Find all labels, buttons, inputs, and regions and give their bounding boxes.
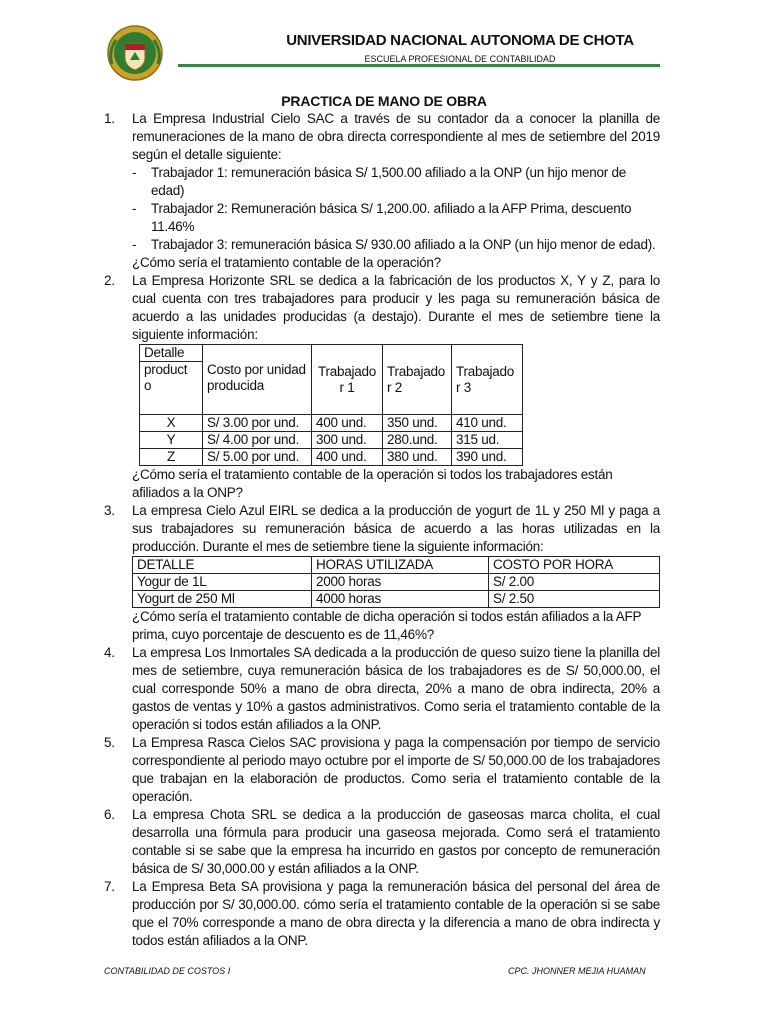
- table-cell: 4000 horas: [312, 591, 489, 608]
- exercise-text: La Empresa Beta SA provisiona y paga la remuneración básica del personal del área de producción por S/ 30,000.00. cómo sería el tratamiento contable de la operación si se sabe que el 70% corresponde a mano de obra directa y la diferencia a mano de obra indirecta y todos están afiliados a la ONP.: [132, 879, 660, 948]
- table-cell: X: [140, 415, 203, 432]
- table-row: [140, 415, 523, 432]
- table-row: [140, 432, 523, 449]
- table-cell: 390 und.: [452, 449, 523, 466]
- table-header-cell: HORAS UTILIZADA: [312, 557, 489, 574]
- table-row: [133, 574, 660, 591]
- table-cell: Y: [140, 432, 203, 449]
- table-row: [140, 449, 523, 466]
- exercise-text: La empresa Cielo Azul EIRL se dedica a la producción de yogurt de 1L y 250 Ml y paga a sus trabajadores su remuneración básica de acuerdo a las horas utilizadas en la producción. Durante el mes de setiembre tiene la siguiente información:: [132, 503, 660, 554]
- exercise-number: 7.: [104, 879, 115, 894]
- exercise-item: [104, 272, 660, 502]
- exercise-item: [104, 734, 660, 806]
- worker-line: - Trabajador 2: Remuneración básica S/ 1,200.00. afiliado a la AFP Prima, descuento 11.46%: [132, 200, 660, 236]
- table-cell: 400 und.: [312, 415, 383, 432]
- university-seal-logo: [106, 24, 164, 82]
- school-name: ESCUELA PROFESIONAL DE CONTABILIDAD: [364, 54, 556, 64]
- exercise-item: [104, 110, 660, 272]
- worker-line: - Trabajador 1: remuneración básica S/ 1,500.00 afiliado a la ONP (un hijo menor de edad): [132, 164, 660, 200]
- hours-table: [132, 556, 660, 608]
- exercise-text: La Empresa Horizonte SRL se dedica a la fabricación de los productos X, Y y Z, para lo cual cuenta con tres trabajadores para producir y les paga su remuneración básica de acuerdo a las unidades producidas (a destajo). Durante el mes de setiembre tiene la siguiente información:: [132, 273, 660, 342]
- exercise-item: [104, 502, 660, 644]
- table-cell: Z: [140, 449, 203, 466]
- table-cell: Yogurt de 250 Ml: [133, 591, 312, 608]
- exercise-question: ¿Cómo sería el tratamiento contable de la operación si todos los trabajadores están afiliados a la ONP?: [132, 467, 613, 500]
- table-cell: S/ 4.00 por und.: [203, 432, 312, 449]
- table-cell: 315 ud.: [452, 432, 523, 449]
- table-cell: Yogur de 1L: [133, 574, 312, 591]
- exercise-number: 1.: [104, 111, 115, 126]
- table-header-cell: Costo por unidad producida: [203, 362, 312, 415]
- university-name: UNIVERSIDAD NACIONAL AUTONOMA DE CHOTA: [286, 32, 634, 49]
- table-cell: 280.und.: [383, 432, 452, 449]
- table-row: [133, 591, 660, 608]
- table-header-cell: product o: [140, 362, 203, 415]
- exercise-text: La Empresa Industrial Cielo SAC a través de su contador da a conocer la planilla de remuneraciones de la mano de obra directa correspondiente al mes de setiembre del 2019 según el detalle siguiente:: [132, 111, 660, 162]
- table-cell: S/ 2.00: [489, 574, 660, 591]
- exercise-number: 3.: [104, 503, 115, 518]
- exercise-text: La empresa Los Inmortales SA dedicada a la producción de queso suizo tiene la planilla del mes de setiembre, cuya remuneración básica de los trabajadores es de S/ 50,000.00, el cual corresponde 50% a mano de obra directa, 20% a mano de obra indirecta, 20% a gastos de ventas y 10% a gastos administrativos. Como seria el tratamiento contable de la operación si todos están afiliados a la ONP.: [132, 645, 660, 732]
- table-cell: S/ 2.50: [489, 591, 660, 608]
- table-cell: 410 und.: [452, 415, 523, 432]
- table-cell: S/ 3.00 por und.: [203, 415, 312, 432]
- table-cell: S/ 5.00 por und.: [203, 449, 312, 466]
- exercise-item: [104, 806, 660, 878]
- exercise-text: La empresa Chota SRL se dedica a la producción de gaseosas marca cholita, el cual desarrolla una fórmula para producir una gaseosa mejorada. Como será el tratamiento contable si se sabe que la empresa ha incurrido en gastos por concepto de remuneración básica de S/ 30,000.00 y están afiliados a la ONP.: [132, 807, 660, 876]
- table-cell: 380 und.: [383, 449, 452, 466]
- exercise-list: [104, 110, 660, 950]
- production-table: [139, 344, 523, 466]
- header-divider: [178, 64, 660, 67]
- table-header-cell: DETALLE: [133, 557, 312, 574]
- exercise-item: [104, 644, 660, 734]
- table-header-cell: Trabajado r 1: [312, 345, 383, 415]
- exercise-question: ¿Cómo sería el tratamiento contable de la operación?: [132, 255, 441, 270]
- table-header-cell: COSTO POR HORA: [489, 557, 660, 574]
- page-title: PRACTICA DE MANO DE OBRA: [281, 93, 487, 109]
- table-cell: 350 und.: [383, 415, 452, 432]
- table-cell: 400 und.: [312, 449, 383, 466]
- worker-line: - Trabajador 3: remuneración básica S/ 930.00 afiliado a la ONP (un hijo menor de edad).: [132, 236, 660, 254]
- footer-course: CONTABILIDAD DE COSTOS I: [104, 966, 231, 976]
- exercise-text: La Empresa Rasca Cielos SAC provisiona y paga la compensación por tiempo de servicio correspondiente al periodo mayo octubre por el importe de S/ 50,000.00 de los trabajadores que trabajan en la elaboración de productos. Como seria el tratamiento contable de la operación.: [132, 735, 660, 804]
- footer-author: CPC. JHONNER MEJIA HUAMAN: [508, 966, 646, 976]
- table-cell: 2000 horas: [312, 574, 489, 591]
- table-header-cell: Trabajado r 2: [383, 345, 452, 415]
- exercise-item: [104, 878, 660, 950]
- table-header-cell: Detalle: [140, 345, 203, 362]
- table-cell: 300 und.: [312, 432, 383, 449]
- exercise-number: 5.: [104, 735, 115, 750]
- exercise-number: 6.: [104, 807, 115, 822]
- exercise-number: 2.: [104, 273, 115, 288]
- exercise-question: ¿Cómo sería el tratamiento contable de dicha operación si todos están afiliados a la AFP prima, cuyo porcentaje de descuento es de 11,46%?: [132, 609, 642, 642]
- table-header-row: [133, 557, 660, 574]
- exercise-number: 4.: [104, 645, 115, 660]
- table-header-cell: Trabajado r 3: [452, 345, 523, 415]
